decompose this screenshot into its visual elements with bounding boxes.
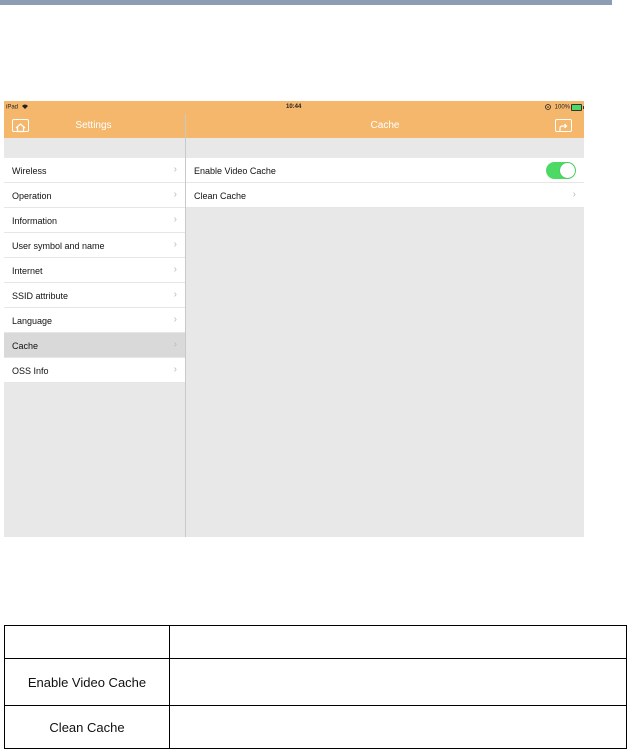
device-name: iPad xyxy=(6,104,19,111)
status-time: 10:44 xyxy=(286,104,302,110)
chevron-right-icon: › xyxy=(173,339,177,350)
settings-item-label: SSID attribute xyxy=(12,291,69,301)
share-icon xyxy=(556,122,571,133)
chevron-right-icon: › xyxy=(173,214,177,225)
description-table xyxy=(4,625,627,749)
settings-list xyxy=(4,158,185,383)
cache-list xyxy=(186,158,584,208)
settings-item-oss-info[interactable] xyxy=(4,358,185,383)
settings-item-label: Cache xyxy=(12,341,39,351)
settings-title: Settings xyxy=(75,120,112,131)
chevron-right-icon: › xyxy=(572,189,576,200)
video-cache-toggle[interactable] xyxy=(546,162,576,179)
toggle-knob xyxy=(560,163,575,178)
settings-item-ssid-attribute[interactable] xyxy=(4,283,185,308)
cache-title: Cache xyxy=(370,120,400,131)
wifi-icon xyxy=(22,104,28,110)
chevron-right-icon: › xyxy=(173,289,177,300)
alarm-icon xyxy=(545,104,551,110)
table-row xyxy=(5,659,627,706)
ipad-screenshot xyxy=(4,101,584,537)
chevron-right-icon: › xyxy=(173,239,177,250)
home-icon xyxy=(13,122,28,133)
navigation-bar xyxy=(4,114,584,138)
chevron-right-icon: › xyxy=(173,264,177,275)
settings-item-language[interactable] xyxy=(4,308,185,333)
settings-item-cache[interactable] xyxy=(4,333,185,358)
battery-percent: 100% xyxy=(554,104,570,111)
header-rule xyxy=(0,0,612,5)
table-cell-description xyxy=(170,659,627,706)
cache-item-clean-cache[interactable] xyxy=(186,183,584,208)
settings-item-label: Internet xyxy=(12,266,43,276)
table-cell-name: Enable Video Cache xyxy=(5,659,170,706)
settings-item-label: Information xyxy=(12,216,58,226)
battery-icon xyxy=(571,104,582,111)
cache-pane xyxy=(186,138,584,537)
settings-item-operation[interactable] xyxy=(4,183,185,208)
settings-item-internet[interactable] xyxy=(4,258,185,283)
cache-item-label: Clean Cache xyxy=(194,191,247,201)
chevron-right-icon: › xyxy=(173,164,177,175)
split-divider xyxy=(185,114,186,537)
settings-item-user-symbol-and-name[interactable] xyxy=(4,233,185,258)
table-cell-name: Clean Cache xyxy=(5,706,170,749)
settings-item-label: Operation xyxy=(12,191,52,201)
settings-pane xyxy=(4,138,185,537)
table-cell-description xyxy=(170,626,627,659)
table-cell-name xyxy=(5,626,170,659)
cache-item-label: Enable Video Cache xyxy=(194,166,276,176)
settings-item-label: Wireless xyxy=(12,166,47,176)
settings-item-information[interactable] xyxy=(4,208,185,233)
status-bar xyxy=(4,101,584,114)
table-row xyxy=(5,626,627,659)
table-cell-description xyxy=(170,706,627,749)
settings-item-label: Language xyxy=(12,316,53,326)
share-button[interactable] xyxy=(555,119,572,132)
chevron-right-icon: › xyxy=(173,364,177,375)
chevron-right-icon: › xyxy=(173,314,177,325)
settings-item-wireless[interactable] xyxy=(4,158,185,183)
settings-item-label: User symbol and name xyxy=(12,241,105,251)
table-row xyxy=(5,706,627,749)
home-button[interactable] xyxy=(12,119,29,132)
cache-item-enable-video-cache xyxy=(186,158,584,183)
settings-item-label: OSS Info xyxy=(12,366,49,376)
chevron-right-icon: › xyxy=(173,189,177,200)
